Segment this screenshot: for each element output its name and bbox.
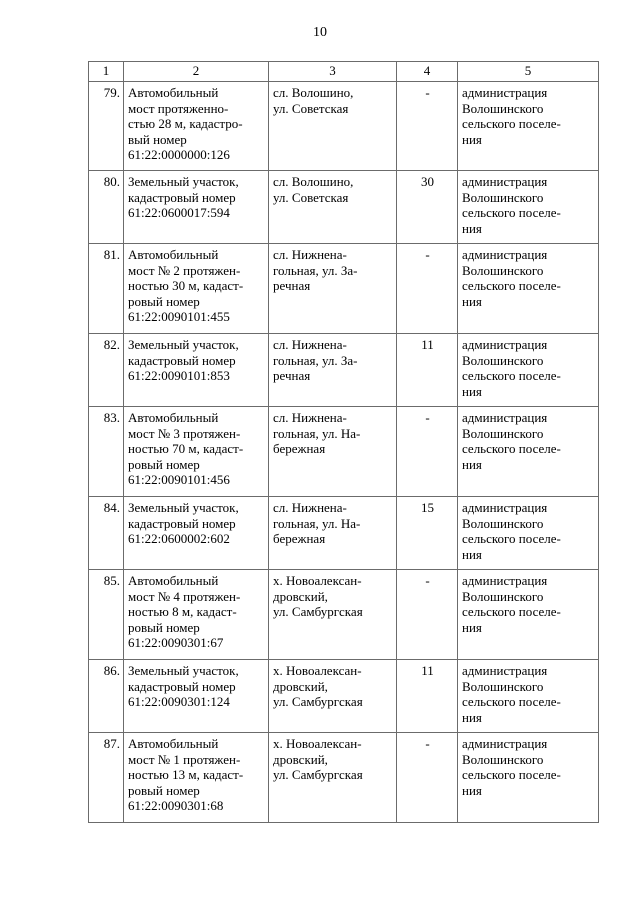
column-header: 1	[89, 62, 124, 82]
object-owner-line: ния	[462, 220, 482, 236]
row-number	[89, 171, 124, 244]
object-owner-line: администрация	[462, 247, 548, 262]
object-address-line: ул. Советская	[273, 100, 349, 116]
object-description-line: ностью 70 м, кадаст-	[128, 441, 244, 456]
property-registry-table	[88, 61, 599, 823]
object-area-line: -	[425, 573, 430, 588]
object-address	[269, 733, 397, 823]
object-area	[397, 171, 458, 244]
object-description	[124, 82, 269, 171]
object-owner	[458, 733, 599, 823]
row-number-line: 82.	[103, 337, 120, 352]
object-area-line: 11	[421, 663, 434, 678]
object-address-line: ул. Самбургская	[273, 604, 363, 619]
object-description-line: мост № 4 протяжен-	[128, 588, 241, 604]
object-owner-line: администрация	[462, 85, 548, 100]
object-description-line: Земельный участок,	[128, 337, 239, 352]
object-description-line: 61:22:0090301:67	[128, 635, 224, 650]
object-area	[397, 660, 458, 733]
object-area	[397, 244, 458, 334]
object-description	[124, 244, 269, 334]
row-number-line: 79.	[103, 85, 120, 100]
object-owner-line: ния	[462, 709, 482, 725]
row-number	[89, 407, 124, 497]
object-address-line: ул. Самбургская	[273, 694, 363, 709]
column-header: 3	[269, 62, 397, 82]
object-description-line: 61:22:0600017:594	[128, 205, 230, 220]
object-description-line: 61:22:0600002:602	[128, 531, 230, 546]
row-number-line: 81.	[103, 247, 120, 262]
row-number	[89, 660, 124, 733]
object-area	[397, 733, 458, 823]
row-number	[89, 82, 124, 171]
row-number-line: 85.	[103, 573, 120, 588]
object-area	[397, 82, 458, 171]
table-row	[89, 497, 599, 570]
object-address-line: х. Новоалексан-	[273, 736, 362, 751]
object-address-line: сл. Волошино,	[273, 174, 354, 189]
row-number	[89, 733, 124, 823]
object-owner-line: администрация	[462, 663, 548, 678]
object-description-line: 61:22:0090301:68	[128, 798, 224, 813]
object-description	[124, 733, 269, 823]
object-area	[397, 497, 458, 570]
object-owner	[458, 244, 599, 334]
object-address-line: х. Новоалексан-	[273, 663, 362, 678]
object-owner-line: Волошинского	[462, 678, 544, 694]
object-description-line: кадастровый номер	[128, 678, 236, 694]
row-number-line: 83.	[103, 410, 120, 425]
object-description-line: Земельный участок,	[128, 663, 239, 678]
object-address	[269, 570, 397, 660]
object-address-line: дровский,	[273, 751, 328, 767]
object-owner-line: сельского поселе-	[462, 604, 561, 619]
object-address	[269, 660, 397, 733]
row-number	[89, 570, 124, 660]
object-description-line: мост № 3 протяжен-	[128, 425, 241, 441]
object-description-line: ностью 13 м, кадаст-	[128, 767, 244, 782]
object-description	[124, 570, 269, 660]
object-description-line: мост № 1 протяжен-	[128, 751, 241, 767]
object-address	[269, 334, 397, 407]
object-description-line: 61:22:0090101:853	[128, 368, 230, 383]
row-number	[89, 334, 124, 407]
object-owner-line: Волошинского	[462, 100, 544, 116]
object-owner-line: Волошинского	[462, 588, 544, 604]
object-owner-line: ния	[462, 456, 482, 472]
object-owner-line: сельского поселе-	[462, 278, 561, 293]
object-owner-line: ния	[462, 383, 482, 399]
object-description-line: 61:22:0090301:124	[128, 694, 230, 709]
object-address	[269, 407, 397, 497]
object-owner-line: Волошинского	[462, 515, 544, 531]
object-address	[269, 82, 397, 171]
table-row	[89, 334, 599, 407]
table-row	[89, 660, 599, 733]
object-address-line: дровский,	[273, 588, 328, 604]
object-address	[269, 497, 397, 570]
column-header: 2	[124, 62, 269, 82]
object-description-line: кадастровый номер	[128, 352, 236, 368]
object-address-line: речная	[273, 368, 311, 383]
object-address-line: речная	[273, 278, 311, 293]
object-address-line: гольная, ул. На-	[273, 425, 361, 441]
object-owner-line: сельского поселе-	[462, 368, 561, 383]
table-row	[89, 407, 599, 497]
object-description-line: Автомобильный	[128, 573, 219, 588]
object-owner-line: Волошинского	[462, 352, 544, 368]
object-description-line: Автомобильный	[128, 736, 219, 751]
object-address-line: сл. Нижнена-	[273, 410, 347, 425]
object-owner-line: ния	[462, 619, 482, 635]
object-owner-line: Волошинского	[462, 189, 544, 205]
object-address-line: бережная	[273, 531, 326, 546]
object-address-line: гольная, ул. За-	[273, 262, 358, 278]
object-address-line: сл. Нижнена-	[273, 247, 347, 262]
object-owner-line: ния	[462, 131, 482, 147]
object-owner-line: Волошинского	[462, 425, 544, 441]
table-row	[89, 733, 599, 823]
object-owner-line: администрация	[462, 573, 548, 588]
object-area-line: -	[425, 85, 430, 100]
object-owner	[458, 171, 599, 244]
object-description-line: ностью 8 м, кадаст-	[128, 604, 237, 619]
column-header: 4	[397, 62, 458, 82]
object-description-line: ностью 30 м, кадаст-	[128, 278, 244, 293]
object-owner-line: администрация	[462, 174, 548, 189]
table-row	[89, 244, 599, 334]
object-description-line: Земельный участок,	[128, 500, 239, 515]
object-owner-line: ния	[462, 546, 482, 562]
object-description-line: 61:22:0090101:455	[128, 309, 230, 324]
object-owner-line: администрация	[462, 410, 548, 425]
object-owner-line: администрация	[462, 337, 548, 352]
object-area-line: -	[425, 247, 430, 262]
object-description	[124, 660, 269, 733]
object-area	[397, 334, 458, 407]
object-owner	[458, 334, 599, 407]
table-row	[89, 570, 599, 660]
object-owner-line: сельского поселе-	[462, 694, 561, 709]
object-owner	[458, 407, 599, 497]
object-description-line: ровый номер	[128, 782, 200, 798]
row-number	[89, 244, 124, 334]
column-number-header-row	[89, 62, 599, 82]
object-area-line: 30	[421, 174, 434, 189]
object-description-line: вый номер	[128, 131, 187, 147]
object-description-line: Земельный участок,	[128, 174, 239, 189]
page-number: 10	[313, 25, 327, 40]
object-address-line: гольная, ул. На-	[273, 515, 361, 531]
object-address-line: сл. Нижнена-	[273, 337, 347, 352]
object-owner-line: Волошинского	[462, 262, 544, 278]
object-description-line: 61:22:0000000:126	[128, 147, 230, 162]
object-description-line: мост протяженно-	[128, 100, 229, 116]
object-description	[124, 334, 269, 407]
object-description-line: кадастровый номер	[128, 189, 236, 205]
object-owner-line: сельского поселе-	[462, 531, 561, 546]
object-address-line: х. Новоалексан-	[273, 573, 362, 588]
object-description-line: ровый номер	[128, 293, 200, 309]
object-description-line: 61:22:0090101:456	[128, 472, 230, 487]
object-owner-line: сельского поселе-	[462, 205, 561, 220]
object-address-line: бережная	[273, 441, 326, 456]
object-description	[124, 497, 269, 570]
row-number	[89, 497, 124, 570]
object-owner	[458, 660, 599, 733]
object-address	[269, 171, 397, 244]
object-owner-line: сельского поселе-	[462, 116, 561, 131]
object-address-line: ул. Советская	[273, 189, 349, 205]
object-owner-line: администрация	[462, 500, 548, 515]
object-owner	[458, 497, 599, 570]
object-owner-line: ния	[462, 293, 482, 309]
object-address-line: гольная, ул. За-	[273, 352, 358, 368]
object-description-line: Автомобильный	[128, 247, 219, 262]
object-area	[397, 407, 458, 497]
object-address	[269, 244, 397, 334]
object-description-line: Автомобильный	[128, 85, 219, 100]
object-area-line: -	[425, 736, 430, 751]
object-description-line: кадастровый номер	[128, 515, 236, 531]
object-address-line: дровский,	[273, 678, 328, 694]
object-description	[124, 171, 269, 244]
object-owner-line: администрация	[462, 736, 548, 751]
column-header: 5	[458, 62, 599, 82]
object-owner-line: сельского поселе-	[462, 767, 561, 782]
object-owner	[458, 570, 599, 660]
object-owner	[458, 82, 599, 171]
object-owner-line: ния	[462, 782, 482, 798]
object-area	[397, 570, 458, 660]
object-area-line: 11	[421, 337, 434, 352]
object-owner-line: сельского поселе-	[462, 441, 561, 456]
table-row	[89, 82, 599, 171]
table-row	[89, 171, 599, 244]
object-description-line: стью 28 м, кадастро-	[128, 116, 243, 131]
object-description	[124, 407, 269, 497]
object-description-line: ровый номер	[128, 619, 200, 635]
object-owner-line: Волошинского	[462, 751, 544, 767]
row-number-line: 84.	[103, 500, 120, 515]
object-address-line: сл. Нижнена-	[273, 500, 347, 515]
row-number-line: 80.	[103, 174, 120, 189]
object-address-line: ул. Самбургская	[273, 767, 363, 782]
object-description-line: ровый номер	[128, 456, 200, 472]
object-description-line: Автомобильный	[128, 410, 219, 425]
row-number-line: 86.	[103, 663, 120, 678]
object-area-line: -	[425, 410, 430, 425]
object-description-line: мост № 2 протяжен-	[128, 262, 241, 278]
object-address-line: сл. Волошино,	[273, 85, 354, 100]
object-area-line: 15	[421, 500, 434, 515]
row-number-line: 87.	[103, 736, 120, 751]
